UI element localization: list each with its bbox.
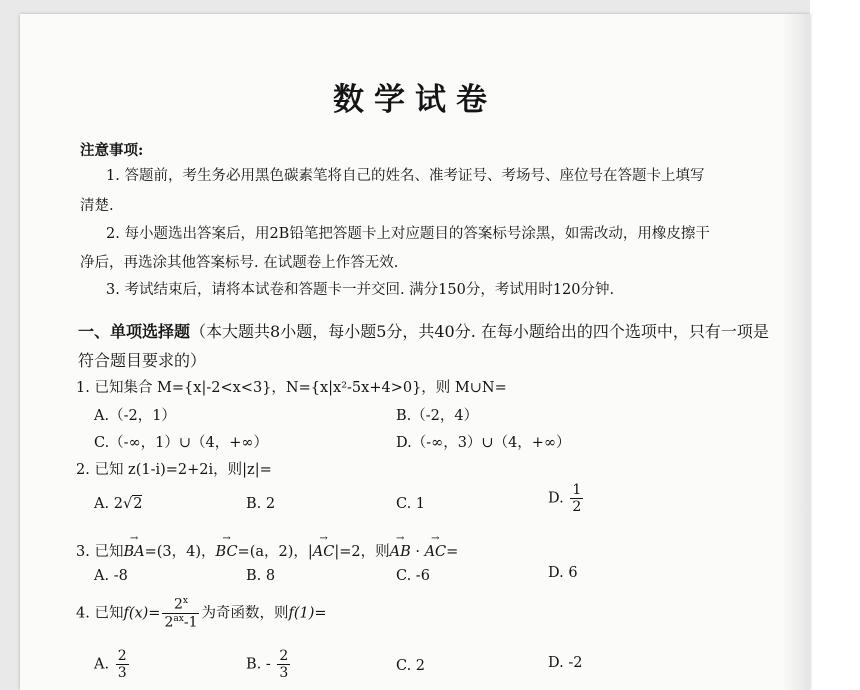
numerator [162, 596, 199, 614]
question-4 [76, 596, 327, 631]
vector-ba: → BA [123, 544, 144, 560]
option-label: A. [94, 656, 110, 673]
denominator [162, 614, 199, 631]
notice-item-2: 2. 每小题选出答案后，用2B铅笔把答题卡上对应题目的答案标号涂黑，如需改动，用橡皮擦干 [106, 226, 710, 242]
question-3-number: 3. [76, 544, 90, 560]
fraction [116, 648, 129, 681]
option-label: B. - [246, 656, 271, 673]
coefficient: 2 [113, 496, 123, 512]
vector-ac-2: → AC [425, 544, 447, 560]
page-title: 数学试卷 [333, 82, 497, 118]
question-2 [76, 458, 272, 479]
radicand: 2 [133, 496, 143, 512]
exponent: x [182, 596, 188, 606]
option-label: A. [94, 496, 110, 512]
question-1 [76, 376, 507, 397]
numerator: 2 [117, 648, 127, 664]
vector-ac: → AC [313, 544, 335, 560]
section-1-intro [78, 319, 769, 342]
question-2-option-a [94, 496, 142, 512]
question-4-number: 4. [76, 605, 90, 622]
question-1-option-c: C.（-∞，1）∪（4，+∞） [94, 435, 268, 451]
base: 2 [173, 596, 183, 613]
text: · [410, 544, 425, 560]
question-3-option-d: D. 6 [548, 565, 578, 581]
text: |=2，则 [334, 544, 390, 560]
base: 2 [164, 614, 174, 631]
question-2-option-c: C. 1 [396, 496, 426, 512]
question-2-number: 2. [76, 462, 90, 478]
vector-bc: → BC [216, 544, 238, 560]
exam-paper [20, 14, 810, 690]
question-2-option-d [548, 482, 585, 515]
question-3-option-a: A. -8 [94, 568, 128, 584]
text: = [446, 544, 459, 560]
question-2-stem: 已知 z(1-i)=2+2i，则|z|= [94, 462, 272, 478]
function-fraction [162, 596, 199, 631]
fraction [570, 482, 583, 515]
section-1-desc-cont: 符合题目要求的） [78, 351, 207, 370]
section-1-desc: （本大题共8小题，每小题5分，共40分. 在每小题给出的四个选项中，只有一项是 [190, 322, 769, 341]
text: =(3，4)， [144, 544, 216, 560]
denominator: 2 [572, 499, 582, 516]
question-1-option-a: A.（-2，1） [94, 408, 176, 424]
fraction [277, 648, 290, 681]
question-1-number: 1. [76, 380, 90, 396]
text: 已知 [94, 544, 124, 560]
function-value: f(1)= [288, 605, 327, 622]
question-4-option-d: D. -2 [548, 655, 583, 671]
question-1-stem: 已知集合 M={x|-2<x<3}，N={x|x²-5x+4>0}，则 M∪N= [94, 380, 507, 396]
question-3-option-b: B. 8 [246, 568, 276, 584]
tail: -1 [183, 614, 198, 631]
sqrt-sign: √ [122, 496, 133, 512]
text: 已知 [94, 605, 124, 622]
notice-item-1: 1. 答题前，考生务必用黑色碳素笔将自己的姓名、准考证号、考场号、座位号在答题卡上填写 [106, 168, 705, 184]
denominator: 3 [279, 665, 289, 682]
numerator: 2 [279, 648, 289, 664]
notice-heading: 注意事项: [80, 142, 144, 159]
question-3-option-c: C. -6 [396, 568, 430, 584]
option-label: D. [548, 490, 564, 507]
function-expr: f(x)= [123, 605, 161, 622]
notice-item-2-cont: 净后，再选涂其他答案标号. 在试题卷上作答无效. [80, 255, 399, 271]
section-1-heading: 一、单项选择题 [78, 322, 191, 341]
question-3 [76, 540, 458, 561]
notice-item-1-cont: 清楚. [80, 198, 114, 214]
denominator: 3 [117, 665, 127, 682]
question-2-option-b: B. 2 [246, 496, 276, 512]
exponent: ax [173, 613, 184, 624]
text: =(a，2)，| [237, 544, 313, 560]
numerator: 1 [572, 482, 582, 498]
question-1-option-d: D.（-∞，3）∪（4，+∞） [396, 435, 571, 451]
question-1-option-b: B.（-2，4） [396, 408, 479, 424]
question-4-option-b [246, 648, 292, 681]
window-margin [810, 0, 860, 690]
vector-ab: → AB [390, 544, 411, 560]
question-4-option-a [94, 648, 131, 681]
question-4-option-c: C. 2 [396, 658, 426, 674]
text: 为奇函数，则 [201, 605, 289, 622]
notice-item-3: 3. 考试结束后，请将本试卷和答题卡一并交回. 满分150分，考试用时120分钟. [106, 282, 615, 298]
